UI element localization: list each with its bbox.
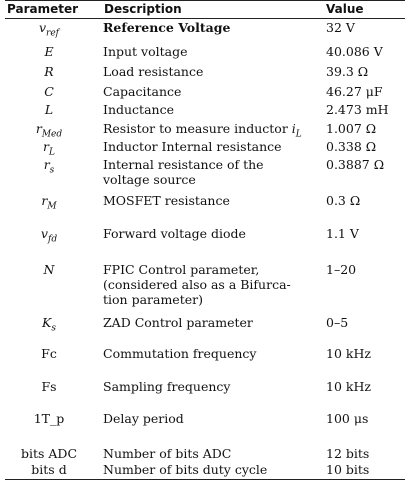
param-symbol: N	[43, 262, 55, 277]
param-description: Inductor Internal resistance	[103, 139, 282, 154]
param-symbol: $K_s$	[42, 315, 56, 334]
param-value: 32 V	[326, 20, 355, 35]
param-value: 0.3 Ω	[326, 193, 361, 208]
bottom-rule	[5, 479, 405, 480]
param-symbol: $v_{fd}$	[40, 226, 58, 245]
param-symbol: Fc	[41, 346, 57, 361]
param-symbol: C	[44, 84, 54, 99]
param-symbol: $v_{ref}$	[38, 20, 60, 39]
param-value: 1.007 Ω	[326, 121, 377, 136]
param-value: 100 μs	[326, 411, 369, 426]
param-symbol: R	[44, 64, 54, 79]
param-description: ZAD Control parameter	[103, 315, 253, 330]
param-description: Commutation frequency	[103, 346, 257, 361]
param-symbol: $r_M$	[41, 193, 57, 212]
param-description: Number of bits duty cycle	[103, 462, 268, 477]
param-value: 10 kHz	[326, 346, 371, 361]
header-value: Value	[326, 2, 364, 16]
param-description: Resistor to measure inductor $i_L$	[103, 121, 302, 140]
param-value: 2.473 mH	[326, 102, 389, 117]
param-value: 12 bits	[326, 446, 370, 461]
param-description: FPIC Control parameter, (considered also as a Bifurca- tion parameter)	[103, 262, 291, 307]
param-description: Internal resistance of the voltage source	[103, 157, 264, 187]
header-rule	[5, 18, 405, 19]
param-description: Load resistance	[103, 64, 204, 79]
param-symbol: $r_s$	[43, 157, 55, 176]
param-description: Number of bits ADC	[103, 446, 232, 461]
param-description: Capacitance	[103, 84, 182, 99]
header-parameter: Parameter	[7, 2, 79, 16]
param-description: MOSFET resistance	[103, 193, 230, 208]
param-symbol: L	[44, 102, 54, 117]
param-value: 0.338 Ω	[326, 139, 377, 154]
param-description: Delay period	[103, 411, 184, 426]
param-symbol: bits ADC	[20, 446, 78, 461]
param-description: Reference Voltage	[103, 20, 231, 35]
param-value: 0–5	[326, 315, 349, 330]
param-symbol: Fs	[41, 379, 57, 394]
param-value: 39.3 Ω	[326, 64, 369, 79]
param-value: 1.1 V	[326, 226, 359, 241]
param-value: 40.086 V	[326, 44, 383, 59]
param-symbol: $r_{Med}$	[35, 121, 63, 140]
param-value: 10 kHz	[326, 379, 371, 394]
param-symbol: 1T_p	[33, 411, 65, 426]
header-description: Description	[104, 2, 182, 16]
param-symbol: $r_L$	[43, 139, 55, 158]
param-description: Sampling frequency	[103, 379, 231, 394]
param-value: 1–20	[326, 262, 357, 277]
param-description: Input voltage	[103, 44, 188, 59]
param-value: 46.27 μF	[326, 84, 383, 99]
param-value: 10 bits	[326, 462, 370, 477]
param-symbol: E	[44, 44, 54, 59]
param-symbol: bits d	[31, 462, 67, 477]
param-value: 0.3887 Ω	[326, 157, 385, 172]
param-description: Forward voltage diode	[103, 226, 246, 241]
param-description: Inductance	[103, 102, 174, 117]
